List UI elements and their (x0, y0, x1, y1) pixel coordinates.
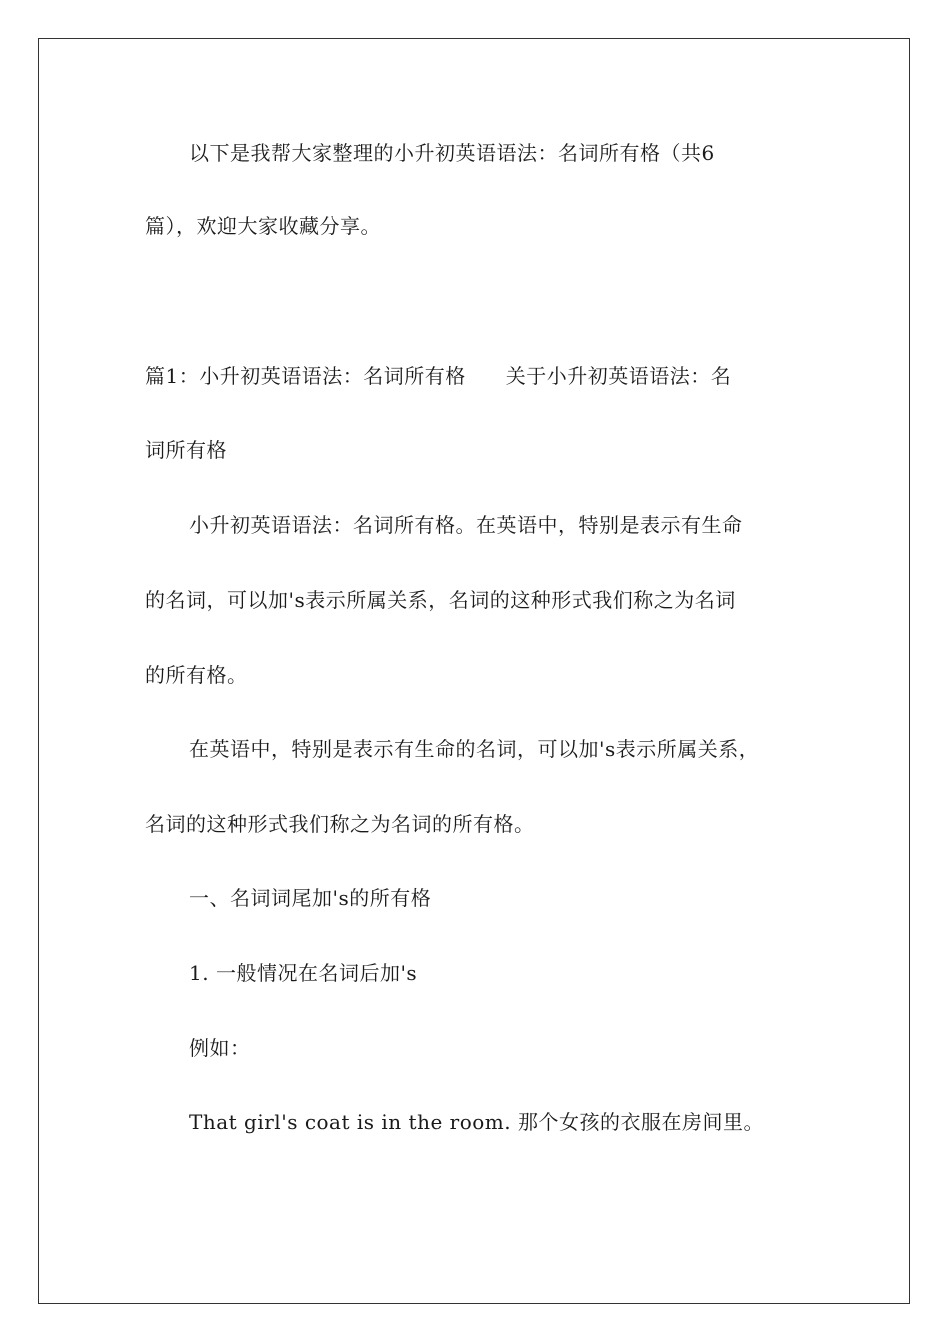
para2-line-1: 在英语中，特别是表示有生命的名词，可以加's表示所属关系， (189, 737, 760, 761)
article-heading (145, 362, 731, 390)
heading-subtitle: 关于小升初英语语法：名 (505, 364, 732, 388)
para1-line-1: 小升初英语语法：名词所有格。在英语中，特别是表示有生命 (189, 513, 743, 537)
heading-line-2: 词所有格 (145, 438, 227, 462)
para1-line-3: 的所有格。 (145, 663, 248, 687)
intro-line-2: 篇），欢迎大家收藏分享。 (145, 214, 381, 238)
example-sentence: That girl's coat is in the room. 那个女孩的衣服在房间里。 (189, 1110, 764, 1134)
intro-line-1: 以下是我帮大家整理的小升初英语语法：名词所有格（共6 (189, 141, 715, 165)
section-heading: 一、名词词尾加's的所有格 (189, 886, 432, 910)
example-label: 例如： (189, 1036, 251, 1060)
heading-title: 篇1：小升初英语语法：名词所有格 (145, 364, 466, 388)
para1-line-2: 的名词，可以加's表示所属关系，名词的这种形式我们称之为名词 (145, 588, 736, 612)
list-item: 1. 一般情况在名词后加's (189, 961, 418, 985)
para2-line-2: 名词的这种形式我们称之为名词的所有格。 (145, 812, 535, 836)
